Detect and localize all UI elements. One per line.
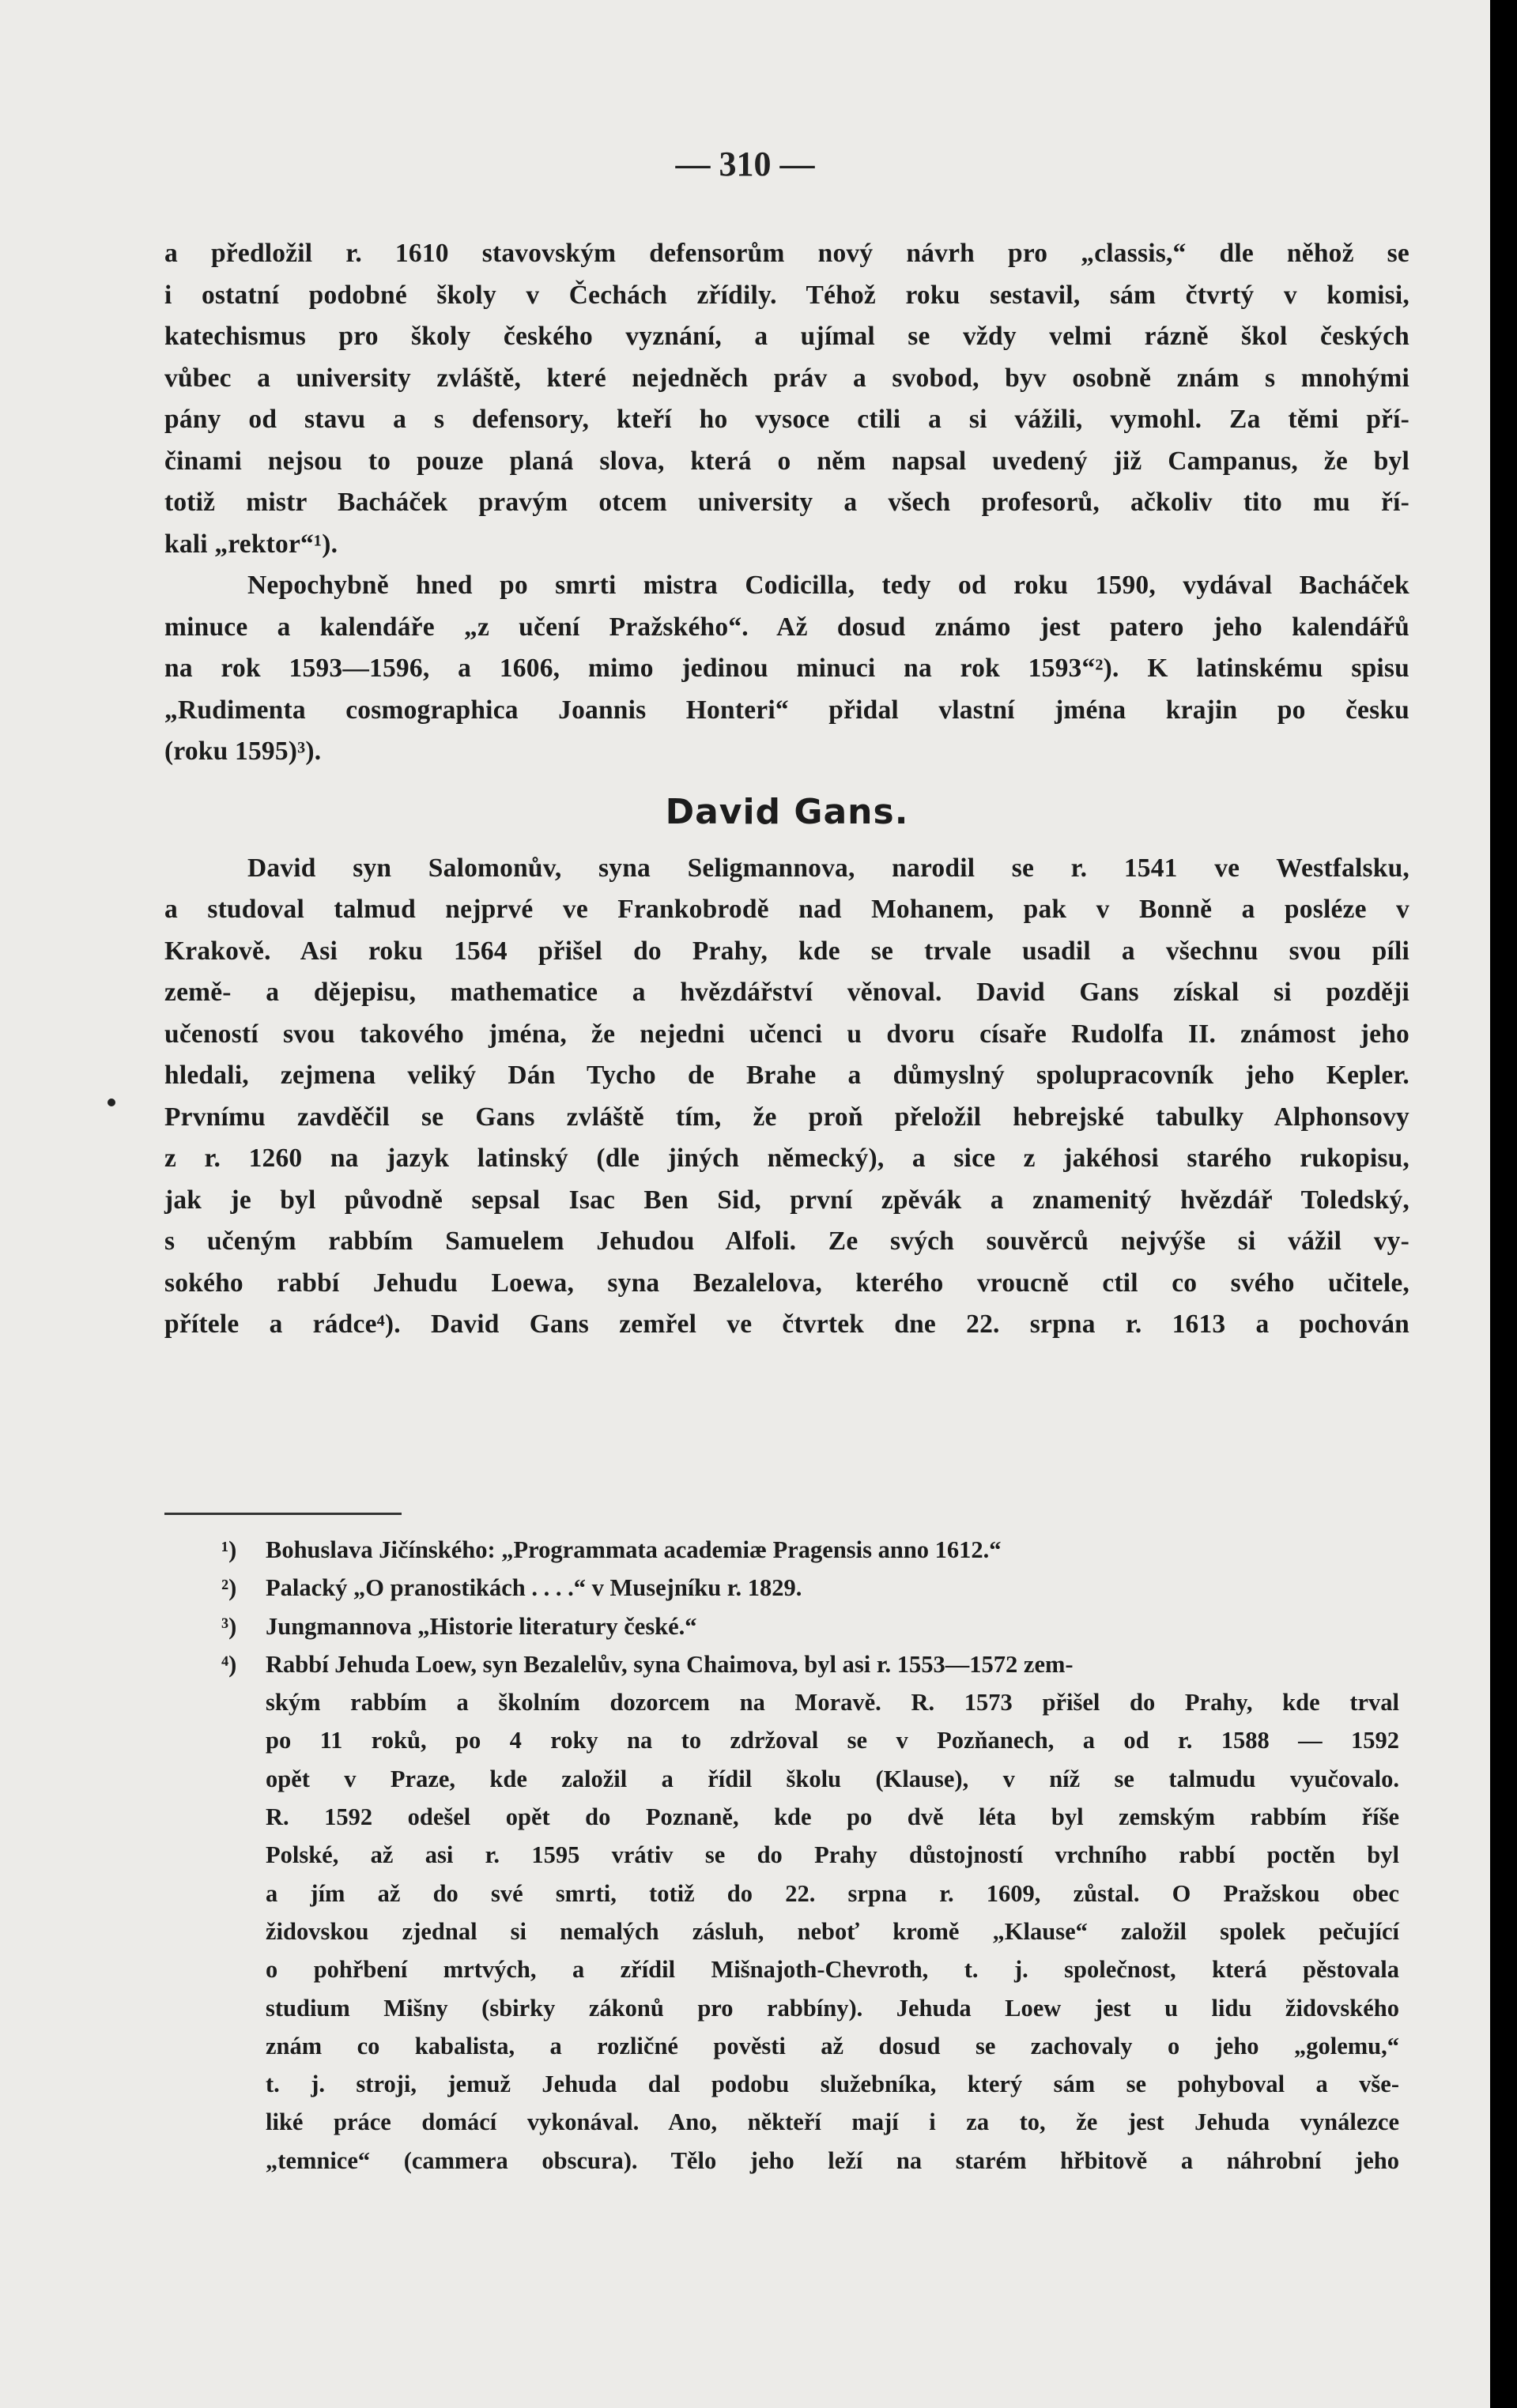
text-line: přítele a rádce⁴). David Gans zemřel ve čtvrtek dne 22. srpna r. 1613 a pochován: [164, 1310, 1409, 1339]
footnote-line: Polské, až asi r. 1595 vrátiv se do Prahy důstojností vrchního rabbí poctěn byl: [266, 1841, 1399, 1869]
text-line: totiž mistr Bacháček pravým otcem university a všech profesorů, ačkoliv tito mu ří-: [164, 488, 1409, 517]
text-line: David syn Salomonův, syna Seligmannova, narodil se r. 1541 ve Westfalsku,: [247, 853, 1409, 883]
text-line: vůbec a university zvláště, které nejedněch práv a svobod, byv osobně znám s mnohými: [164, 363, 1409, 393]
text-line: země- a dějepisu, mathematice a hvězdářství věnoval. David Gans získal si později: [164, 978, 1409, 1007]
footnote-line: znám co kabalista, a rozličné pověsti až dosud se zachovaly o jeho „golemu,“: [266, 2032, 1399, 2059]
footnote-line: studium Mišny (sbirky zákonů pro rabbíny). Jehuda Loew jest u lidu židovského: [266, 1994, 1399, 2022]
footnote-4: [221, 1645, 1399, 1683]
text-line: učeností svou takového jména, že nejedni učenci u dvoru císaře Rudolfa II. známost jeho: [164, 1019, 1409, 1049]
text-line: z r. 1260 na jazyk latinský (dle jiných německý), a sice z jakéhosi starého rukopisu,: [164, 1144, 1409, 1173]
footnote-2: [221, 1569, 1399, 1607]
text-line: kali „rektor“¹).: [164, 529, 338, 559]
text-line: Krakově. Asi roku 1564 přišel do Prahy, kde se trvale usadil a všechnu svou píli: [164, 936, 1409, 966]
footnote-line: o pohřbení mrtvých, a zřídil Mišnajoth-Chevroth, t. j. společnost, která pěstovala: [266, 1956, 1399, 1984]
footnote-divider: [164, 1513, 402, 1515]
text-line: (roku 1595)³).: [164, 737, 322, 766]
footnote-text: Palacký „O pranostikách . . . .“ v Musejníku r. 1829.: [266, 1574, 802, 1602]
footnote-line: a jím až do své smrti, totiž do 22. srpna r. 1609, zůstal. O Pražskou obec: [266, 1879, 1399, 1907]
scan-border: [1490, 0, 1517, 2408]
footnote-mark: ³): [221, 1612, 237, 1640]
footnotes: [221, 1531, 1399, 2180]
footnote-1: [221, 1531, 1399, 1569]
text-line: i ostatní podobné školy v Čechách zřídily. Téhož roku sestavil, sám čtvrtý v komisi,: [164, 280, 1409, 310]
text-line: katechismus pro školy českého vyznání, a ujímal se vždy velmi rázně škol českých: [164, 322, 1409, 351]
footnote-text: Jungmannova „Historie literatury české.“: [266, 1612, 697, 1640]
footnote-line: „temnice“ (cammera obscura). Tělo jeho leží na starém hřbitově a náhrobní jeho: [266, 2146, 1399, 2174]
footnote-3: [221, 1607, 1399, 1645]
footnote-line: t. j. stroji, jemuž Jehuda dal podobu služebníka, který sám se pohyboval a vše-: [266, 2071, 1399, 2098]
footnote-line: opět v Praze, kde založil a řídil školu (Klause), v níž se talmudu vyučovalo.: [266, 1765, 1399, 1792]
text-line: na rok 1593—1596, a 1606, mimo jedinou minuci na rok 1593“²). K latinskému spisu: [164, 654, 1409, 683]
text-line: činami nejsou to pouze planá slova, která o něm napsal uvedený již Campanus, že byl: [164, 446, 1409, 476]
text-line: a předložil r. 1610 stavovským defensorům nový návrh pro „classis,“ dle něhož se: [164, 239, 1409, 268]
text-line: s učeným rabbím Samuelem Jehudou Alfoli. Ze svých souvěrců nejvýše si vážil vy-: [164, 1227, 1409, 1256]
footnote-text: Bohuslava Jičínského: „Programmata academiæ Pragensis anno 1612.“: [266, 1536, 1002, 1563]
text-line: minuce a kalendáře „z učení Pražského“. Až dosud známo jest patero jeho kalendářů: [164, 612, 1409, 642]
footnote-line: židovskou zjednal si nemalých zásluh, neboť kromě „Klause“ založil spolek pečující: [266, 1917, 1399, 1945]
text-line: jak je byl původně sepsal Isac Ben Sid, první zpěvák a znamenitý hvězdář Toledský,: [164, 1185, 1409, 1215]
page-number: — 310 —: [675, 145, 815, 183]
footnote-text: Rabbí Jehuda Loew, syn Bezalelův, syna Chaimova, byl asi r. 1553—1572 zem-: [266, 1650, 1074, 1678]
footnote-line: ským rabbím a školním dozorcem na Moravě. R. 1573 přišel do Prahy, kde trval: [266, 1689, 1399, 1717]
section-heading: David Gans.: [665, 791, 909, 832]
text-line: Nepochybně hned po smrti mistra Codicilla, tedy od roku 1590, vydával Bacháček: [247, 571, 1409, 600]
text-line: Prvnímu zavděčil se Gans zvláště tím, že proň přeložil hebrejské tabulky Alphonsovy: [164, 1102, 1409, 1132]
footnote-mark: ²): [221, 1574, 237, 1602]
footnote-mark: ¹): [221, 1536, 237, 1563]
text-line: a studoval talmud nejprvé ve Frankobrodě nad Mohanem, pak v Bonně a posléze v: [164, 895, 1409, 924]
footnote-mark: ⁴): [221, 1650, 237, 1678]
text-line: sokého rabbí Jehudu Loewa, syna Bezalelova, kterého vroucně ctil co svého učitele,: [164, 1268, 1409, 1298]
text-line: hledali, zejmena veliký Dán Tycho de Brahe a důmyslný spolupracovník jeho Kepler.: [164, 1061, 1409, 1090]
footnote-line: liké práce domácí vykonával. Ano, někteří mají i za to, že jest Jehuda vynálezce: [266, 2108, 1399, 2136]
footnote-line: R. 1592 odešel opět do Poznaně, kde po dvě léta byl zemským rabbím říše: [266, 1803, 1399, 1831]
main-text: [164, 233, 1409, 1346]
text-line: pány od stavu a s defensory, kteří ho vysoce ctili a si vážili, vymohl. Za těmi pří-: [164, 405, 1409, 434]
text-line: „Rudimenta cosmographica Joannis Honteri“ přidal vlastní jména krajin po česku: [164, 695, 1409, 725]
margin-dot: [108, 1098, 115, 1106]
footnote-line: po 11 roků, po 4 roky na to zdržoval se v Pozňanech, a od r. 1588 — 1592: [266, 1727, 1399, 1754]
